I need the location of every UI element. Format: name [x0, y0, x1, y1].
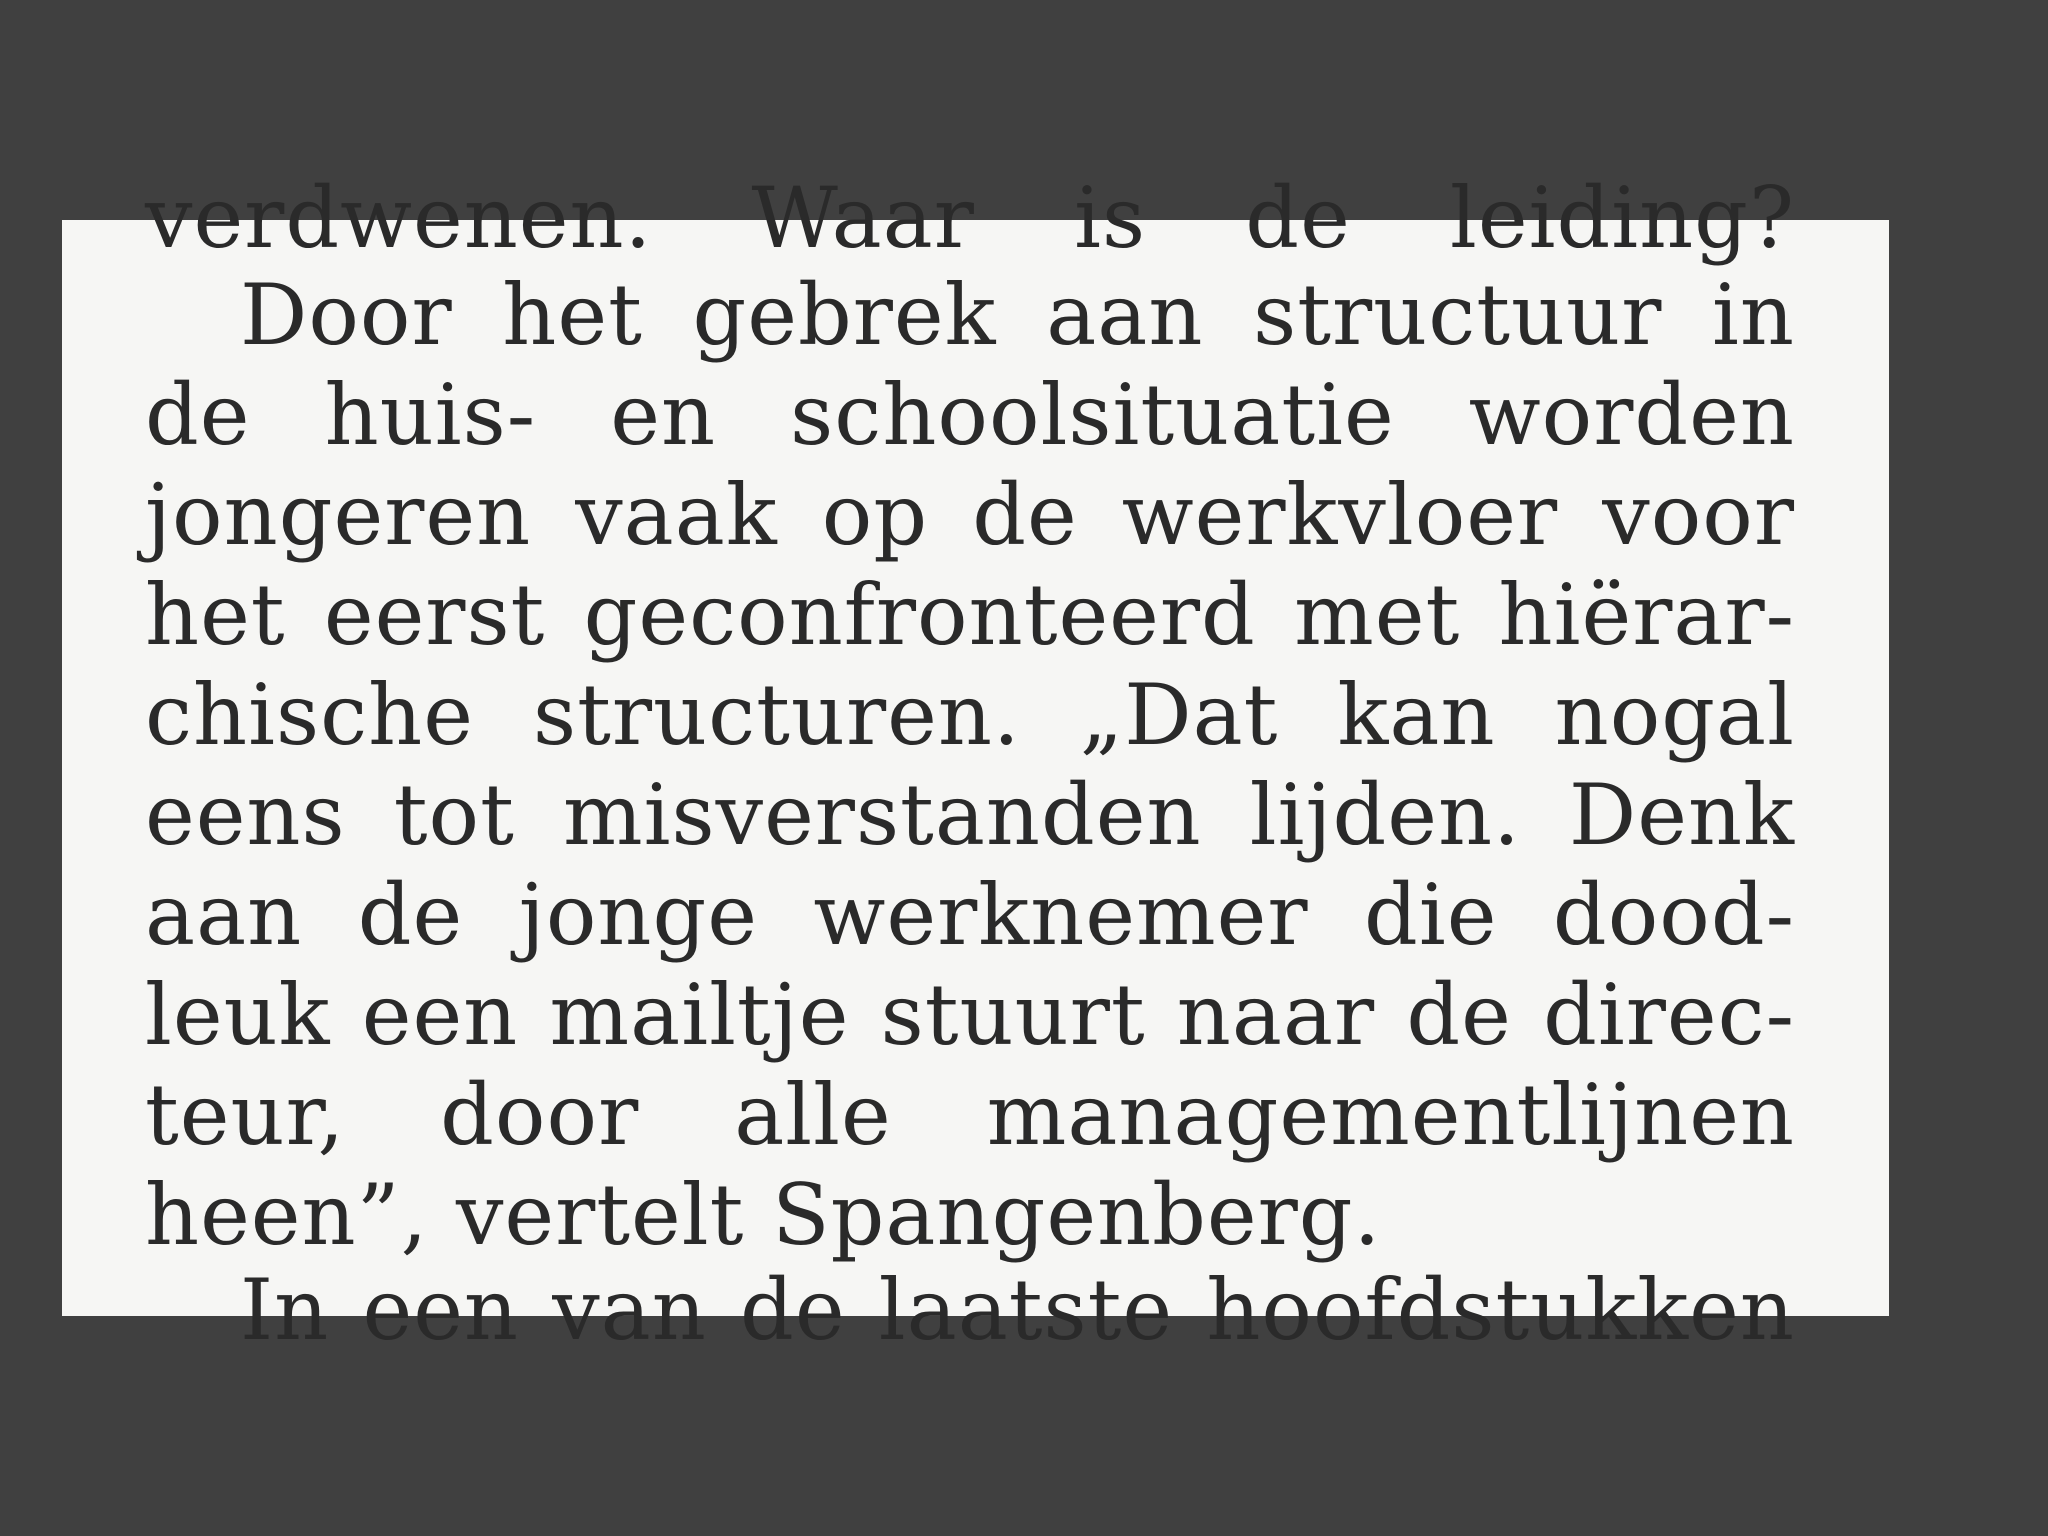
- text-line-3: jongeren vaak op de werkvloer voor: [145, 466, 1795, 564]
- text-line-1: Door het gebrek aan structuur in: [240, 266, 1795, 364]
- cut-off-next-line: In een van de laatste hoofdstukken: [240, 1261, 1795, 1359]
- text-line-4: het eerst geconfronteerd met hiërar-: [145, 566, 1795, 664]
- text-line-10: heen”, vertelt Spangenberg.: [145, 1166, 1382, 1264]
- newspaper-clipping: [62, 169, 1889, 1359]
- cut-off-previous-line: verdwenen. Waar is de leiding?: [145, 169, 1795, 267]
- text-line-6: eens tot misverstanden lijden. Denk: [145, 766, 1795, 864]
- text-line-8: leuk een mailtje stuurt naar de direc-: [145, 966, 1795, 1064]
- text-line-9: teur, door alle managementlijnen: [145, 1066, 1795, 1164]
- text-line-5: chische structuren. „Dat kan nogal: [145, 666, 1795, 764]
- text-line-2: de huis- en schoolsituatie worden: [145, 366, 1795, 464]
- text-line-7: aan de jonge werknemer die dood-: [145, 866, 1795, 964]
